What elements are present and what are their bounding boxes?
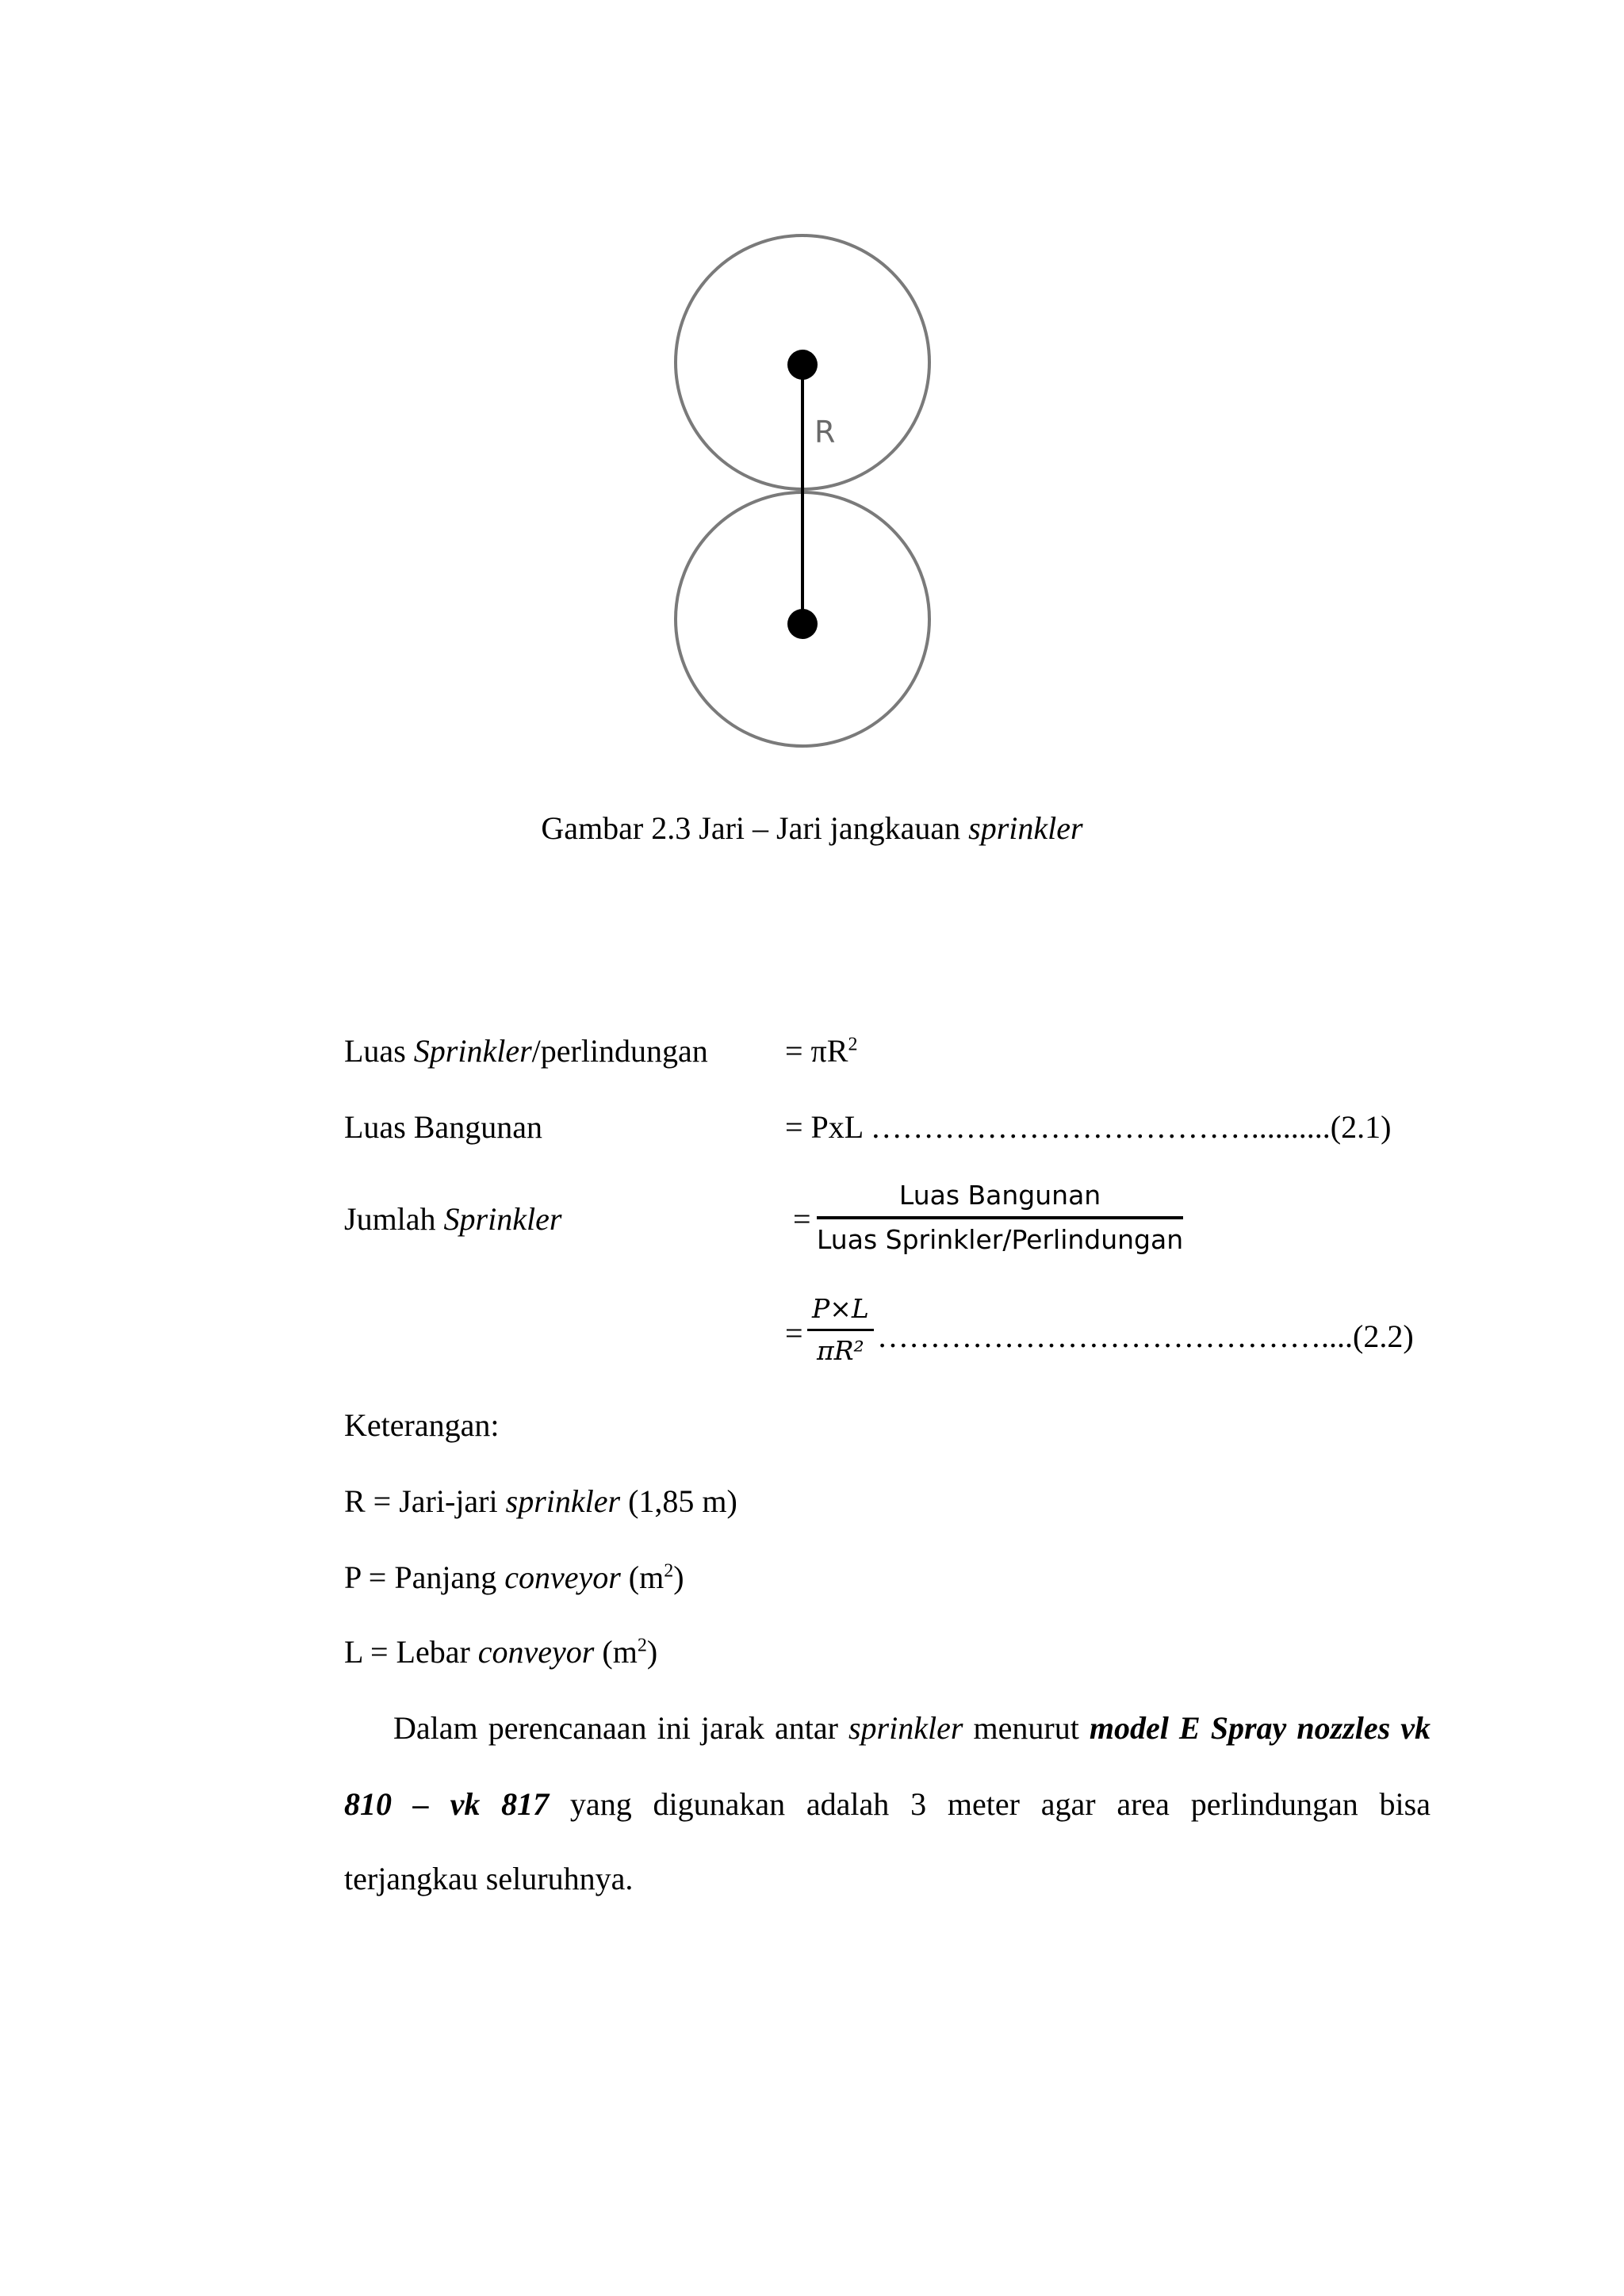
sprinkler-radius-diagram — [666, 230, 936, 769]
jumlah-sprinkler-label: Jumlah Sprinkler — [344, 1201, 562, 1237]
luas-bangunan-label: Luas Bangunan — [344, 1109, 542, 1145]
paragraph-line-2: 810 – vk 817 yang digunakan adalah 3 meter agar area perlindungan bisa — [344, 1786, 1431, 1822]
sprinkler-radius-figure — [666, 230, 936, 769]
jumlah-sprinkler-fraction — [817, 1180, 1183, 1256]
fraction-denominator: Luas Sprinkler/Perlindungan — [817, 1224, 1184, 1255]
fraction-numerator: Luas Bangunan — [817, 1180, 1183, 1219]
upper-sprinkler-point — [787, 350, 818, 380]
fraction-numerator: P×L — [807, 1294, 874, 1331]
jumlah-sprinkler-equals: = — [793, 1201, 811, 1237]
paragraph-line-1: Dalam perencanaan ini jarak antar sprinkler menurut model E Spray nozzles vk — [393, 1710, 1431, 1746]
luas-bangunan-formula: = PxL ………………………………..........(2.1) — [785, 1109, 1392, 1145]
luas-sprinkler-formula: = $\pi R^2$ — [785, 1033, 858, 1069]
figure-caption: Gambar 2.3 Jari – Jari jangkauan sprinkler — [541, 810, 1083, 846]
radius-label: R — [814, 415, 836, 450]
keterangan-heading: Keterangan: — [344, 1407, 500, 1443]
luas-sprinkler-label: Luas Sprinkler/perlindungan — [344, 1033, 708, 1069]
legend-r: R = Jari-jari sprinkler (1,85 m) — [344, 1483, 737, 1519]
legend-p: P = Panjang conveyor $(m^2)$ — [344, 1559, 684, 1595]
paragraph-line-3: terjangkau seluruhnya. — [344, 1861, 634, 1896]
lower-sprinkler-point — [787, 609, 818, 639]
pxl-over-pir2-fraction — [807, 1294, 874, 1366]
equation-2-2-reference: ……………………………………....(2.2) — [877, 1318, 1414, 1354]
fraction-denominator: πR² — [817, 1335, 864, 1366]
legend-l: L = Lebar conveyor $(m^2)$ — [344, 1634, 658, 1670]
jumlah-formula-equals: = — [785, 1315, 803, 1351]
